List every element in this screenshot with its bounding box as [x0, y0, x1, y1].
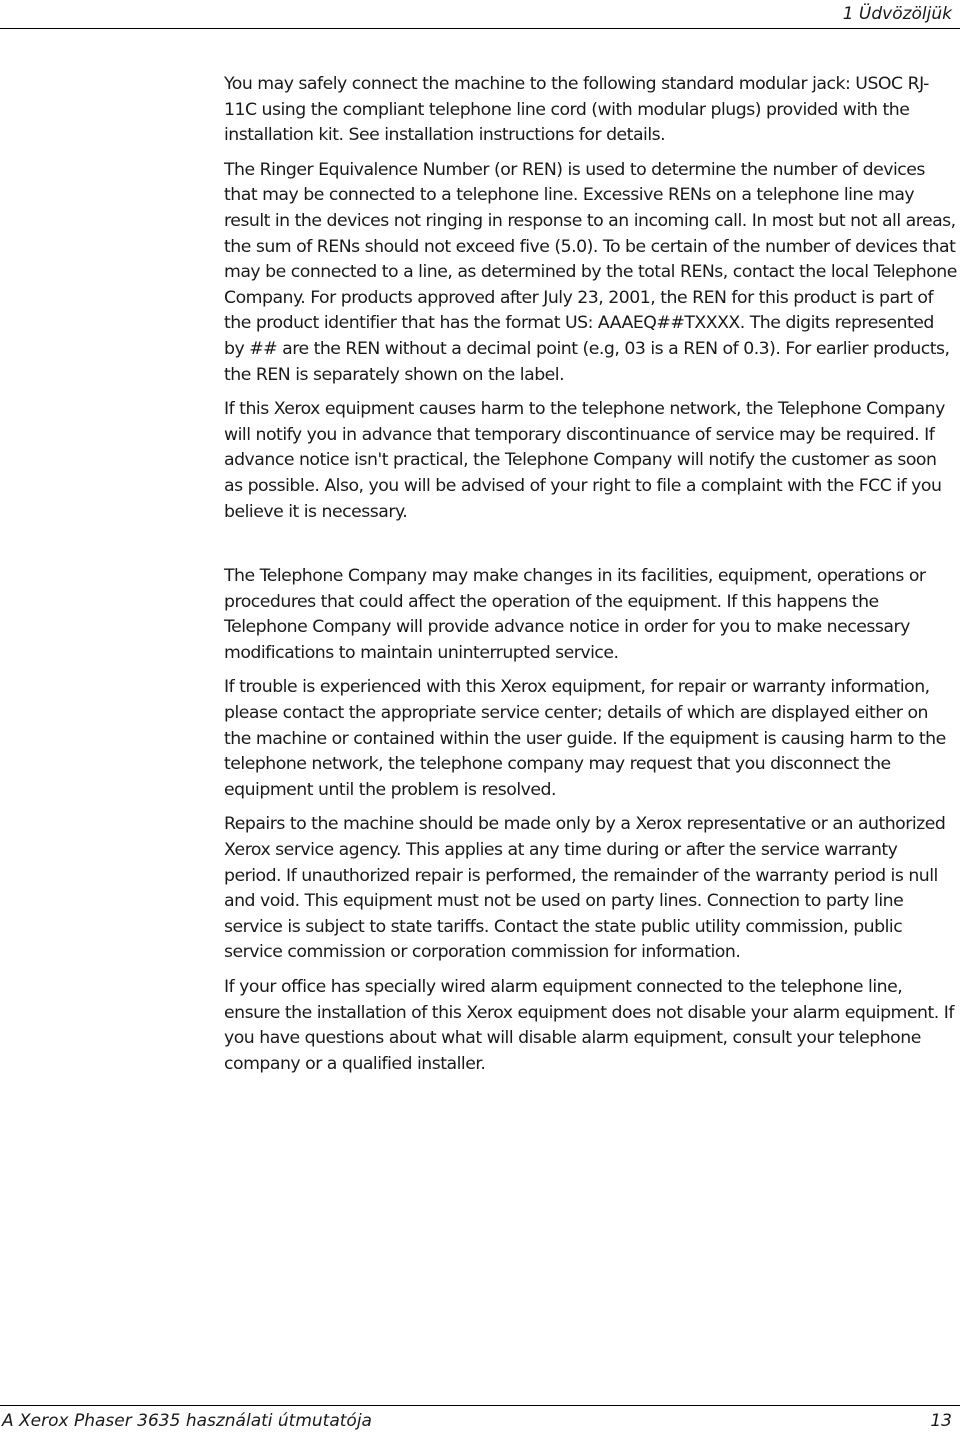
paragraph-alarm-equipment: If your office has specially wired alarm equipment connected to the telephone line, ensure the installation of this Xerox equipment does not disable your alarm equipment. If you have questions about what will disable alarm equipment, consult your telephone company or a qualified installer.	[224, 977, 954, 1074]
paragraph-network-harm: If this Xerox equipment causes harm to the telephone network, the Telephone Company will notify you in advance that temporary discontinuance of service may be required. If advance notice isn't practical, the Telephone Company will notify the customer as soon as possible. Also, you will be advised of your right to file a complaint with the FCC if you believe it is necessary.	[224, 399, 945, 522]
guide-title: A Xerox Phaser 3635 használati útmutatója	[2, 1411, 372, 1431]
paragraph-company-changes: The Telephone Company may make changes in its facilities, equipment, operations or procedures that could affect the operation of the equipment. If this happens the Telephone Company will provide advance notice in order for you to make necessary modifications to maintain uninterrupted service.	[224, 566, 926, 663]
header-rule	[0, 28, 960, 29]
running-footer	[0, 1405, 960, 1435]
chapter-heading: 1 Üdvözöljük	[842, 4, 952, 24]
paragraph-ringer-equivalence: The Ringer Equivalence Number (or REN) is used to determine the number of devices that may be connected to a telephone line. Excessive RENs on a telephone line may result in the devices not ringing in response to an incoming call. In most but not all areas, the sum of RENs should not exceed five (5.0). To be certain of the number of devices that may be connected to a line, as determined by the total RENs, contact the local Telephone Company. For products approved after July 23, 2001, the REN for this product is part of the product identifier that has the format US: AAAEQ##TXXXX. The digits represented by ## are the REN without a decimal point (e.g, 03 is a REN of 0.3). For earlier products, the REN is separately shown on the label.	[224, 159, 957, 385]
paragraph-modular-jack: You may safely connect the machine to the following standard modular jack: USOC RJ-11C using the compliant telephone line cord (with modular plugs) provided with the installation kit. See installation instructions for details.	[224, 74, 929, 146]
page-body	[224, 72, 958, 1077]
paragraph-repairs: Repairs to the machine should be made only by a Xerox representative or an authorized Xerox service agency. This applies at any time during or after the service warranty period. If unauthorized repair is performed, the remainder of the warranty period is null and void. This equipment must not be used on party lines. Connection to party line service is subject to state tariffs. Contact the state public utility commission, public service commission or corporation commission for information.	[224, 814, 946, 963]
footer-rule	[0, 1405, 960, 1406]
running-header	[0, 0, 960, 28]
page-number: 13	[930, 1411, 952, 1431]
paragraph-trouble: If trouble is experienced with this Xerox equipment, for repair or warranty information, please contact the appropriate service center; details of which are displayed either on the machine or contained within the user guide. If the equipment is causing harm to the telephone network, the telephone company may request that you disconnect the equipment until the problem is resolved.	[224, 677, 946, 800]
